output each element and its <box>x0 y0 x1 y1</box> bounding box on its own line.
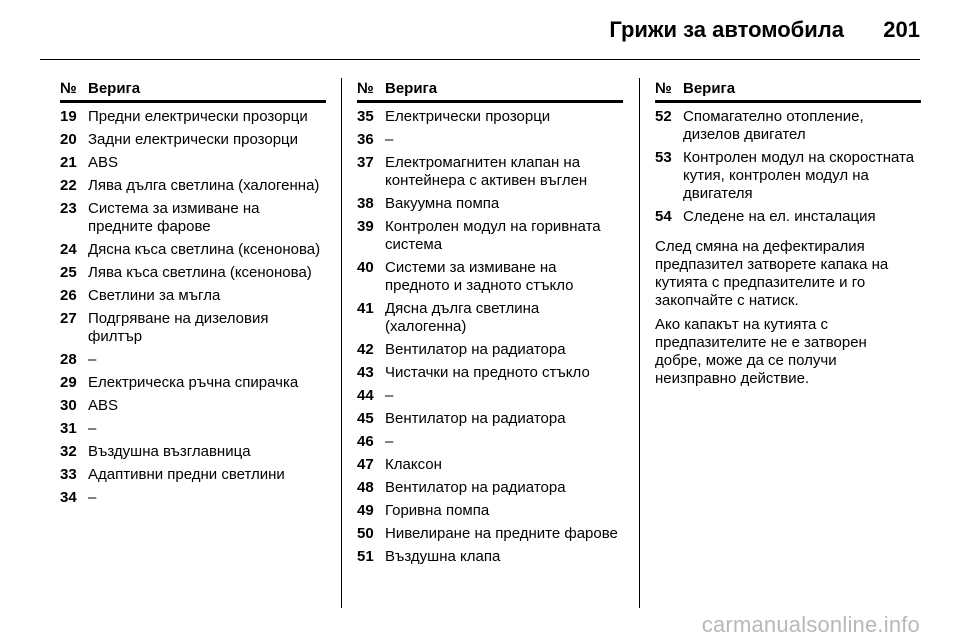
circuit-name: Следене на ел. инсталация <box>683 208 876 225</box>
circuit-name: Дясна дълга светлина (халогенна) <box>385 300 540 335</box>
page-number: 201 <box>883 17 920 42</box>
fuse-number: 39 <box>357 218 374 235</box>
circuit-name: Задни електрически прозорци <box>88 131 299 148</box>
fuse-row <box>60 466 326 484</box>
fuse-row <box>60 397 326 415</box>
fuse-row <box>357 108 623 126</box>
fuse-row <box>60 264 326 282</box>
fuse-number: 20 <box>60 131 77 148</box>
circuit-name: Системи за измиване на предното и задното стъкло <box>385 259 574 294</box>
fuse-table-column-1 <box>60 80 326 507</box>
circuit-name: – <box>88 489 97 506</box>
fuse-row <box>357 364 623 382</box>
fuse-row <box>357 154 623 190</box>
circuit-name: Вентилатор на радиатора <box>385 410 566 427</box>
header-number: № <box>60 80 77 97</box>
fuse-row <box>60 310 326 346</box>
fuse-number: 27 <box>60 310 77 327</box>
fuse-number: 32 <box>60 443 77 460</box>
fuse-number: 44 <box>357 387 374 404</box>
circuit-name: Система за измиване на предните фарове <box>88 200 260 235</box>
circuit-name: Контролен модул на горивната система <box>385 218 601 253</box>
fuse-number: 47 <box>357 456 374 473</box>
fuse-number: 35 <box>357 108 374 125</box>
column-divider <box>341 78 342 608</box>
fuse-number: 22 <box>60 177 77 194</box>
fuse-list <box>655 108 921 226</box>
fuse-number: 31 <box>60 420 77 437</box>
circuit-name: – <box>88 351 97 368</box>
circuit-name: Дясна къса светлина (ксенонова) <box>88 241 321 258</box>
circuit-name: Контролен модул на скоростната кутия, контролен модул на двигателя <box>683 149 915 202</box>
fuse-row <box>357 195 623 213</box>
fuse-number: 43 <box>357 364 374 381</box>
fuse-row <box>60 351 326 369</box>
fuse-row <box>60 443 326 461</box>
table-header <box>60 80 326 103</box>
fuse-row <box>655 108 921 144</box>
circuit-name: – <box>385 131 394 148</box>
page-title: Грижи за автомобила <box>609 17 844 42</box>
fuse-row <box>357 259 623 295</box>
fuse-row <box>655 149 921 203</box>
circuit-name: Адаптивни предни светлини <box>88 466 285 483</box>
fuse-number: 29 <box>60 374 77 391</box>
circuit-name: Спомагателно отопление, дизелов двигател <box>683 108 864 143</box>
fuse-row <box>357 410 623 428</box>
circuit-name: Вентилатор на радиатора <box>385 341 566 358</box>
fuse-row <box>655 208 921 226</box>
circuit-name: Въздушна клапа <box>385 548 501 565</box>
table-header <box>357 80 623 103</box>
fuse-number: 36 <box>357 131 374 148</box>
fuse-number: 33 <box>60 466 77 483</box>
fuse-row <box>60 177 326 195</box>
fuse-number: 51 <box>357 548 374 565</box>
fuse-number: 42 <box>357 341 374 358</box>
fuse-row <box>60 420 326 438</box>
header-circuit: Верига <box>683 80 736 97</box>
circuit-name: – <box>385 433 394 450</box>
header-number: № <box>357 80 374 97</box>
fuse-number: 46 <box>357 433 374 450</box>
fuse-row <box>357 479 623 497</box>
header-number: № <box>655 80 672 97</box>
fuse-row <box>60 131 326 149</box>
note-paragraph: Ако капакът на кутията с предпазителите не е затворен добре, може да се получи неизправно действие. <box>655 316 867 387</box>
fuse-row <box>357 131 623 149</box>
circuit-name: ABS <box>88 397 119 414</box>
circuit-name: Електрическа ръчна спирачка <box>88 374 299 391</box>
fuse-row <box>357 433 623 451</box>
fuse-number: 48 <box>357 479 374 496</box>
circuit-name: Нивелиране на предните фарове <box>385 525 618 542</box>
fuse-row <box>60 154 326 172</box>
circuit-name: Подгряване на дизеловия филтър <box>88 310 269 345</box>
fuse-row <box>357 300 623 336</box>
fuse-table-column-3 <box>655 80 921 388</box>
watermark: carmanualsonline.info <box>701 612 920 637</box>
circuit-name: Предни електрически прозорци <box>88 108 308 125</box>
circuit-name: Вакуумна помпа <box>385 195 500 212</box>
header-circuit: Верига <box>385 80 438 97</box>
fuse-row <box>357 387 623 405</box>
circuit-name: Светлини за мъгла <box>88 287 221 304</box>
fuse-row <box>357 502 623 520</box>
fuse-row <box>60 108 326 126</box>
fuse-row <box>60 200 326 236</box>
fuse-number: 41 <box>357 300 374 317</box>
fuse-number: 30 <box>60 397 77 414</box>
fuse-number: 21 <box>60 154 77 171</box>
circuit-name: Електрически прозорци <box>385 108 551 125</box>
fuse-number: 49 <box>357 502 374 519</box>
header-circuit: Верига <box>88 80 141 97</box>
circuit-name: Клаксон <box>385 456 442 473</box>
fuse-number: 52 <box>655 108 672 125</box>
circuit-name: Електромагнитен клапан на контейнера с активен въглен <box>385 154 588 189</box>
fuse-number: 25 <box>60 264 77 281</box>
header-divider <box>40 59 920 60</box>
table-header <box>655 80 921 103</box>
circuit-name: Лява дълга светлина (халогенна) <box>88 177 320 194</box>
fuse-table-column-2 <box>357 80 623 566</box>
fuse-number: 50 <box>357 525 374 542</box>
fuse-row <box>60 287 326 305</box>
circuit-name: – <box>385 387 394 404</box>
fuse-list <box>357 108 623 566</box>
fuse-row <box>357 341 623 359</box>
fuse-row <box>357 456 623 474</box>
circuit-name: Горивна помпа <box>385 502 490 519</box>
fuse-number: 26 <box>60 287 77 304</box>
circuit-name: – <box>88 420 97 437</box>
fuse-number: 19 <box>60 108 77 125</box>
fuse-number: 54 <box>655 208 672 225</box>
circuit-name: Вентилатор на радиатора <box>385 479 566 496</box>
fuse-number: 28 <box>60 351 77 368</box>
circuit-name: Чистачки на предното стъкло <box>385 364 590 381</box>
fuse-number: 53 <box>655 149 672 166</box>
fuse-number: 37 <box>357 154 374 171</box>
circuit-name: ABS <box>88 154 119 171</box>
page-header <box>0 0 960 60</box>
circuit-name: Лява къса светлина (ксенонова) <box>88 264 312 281</box>
fuse-number: 24 <box>60 241 77 258</box>
fuse-row <box>357 525 623 543</box>
fuse-number: 23 <box>60 200 77 217</box>
column-divider <box>639 78 640 608</box>
fuse-number: 40 <box>357 259 374 276</box>
fuse-list <box>60 108 326 507</box>
fuse-row <box>357 548 623 566</box>
fuse-row <box>357 218 623 254</box>
fuse-number: 34 <box>60 489 77 506</box>
fuse-row <box>60 374 326 392</box>
fuse-row <box>60 241 326 259</box>
fuse-number: 45 <box>357 410 374 427</box>
fuse-number: 38 <box>357 195 374 212</box>
fuse-row <box>60 489 326 507</box>
circuit-name: Въздушна възглавница <box>88 443 251 460</box>
note-paragraph: След смяна на дефектиралия предпазител затворете капака на кутията с предпазителите и го закопчайте с натиск. <box>655 238 889 309</box>
